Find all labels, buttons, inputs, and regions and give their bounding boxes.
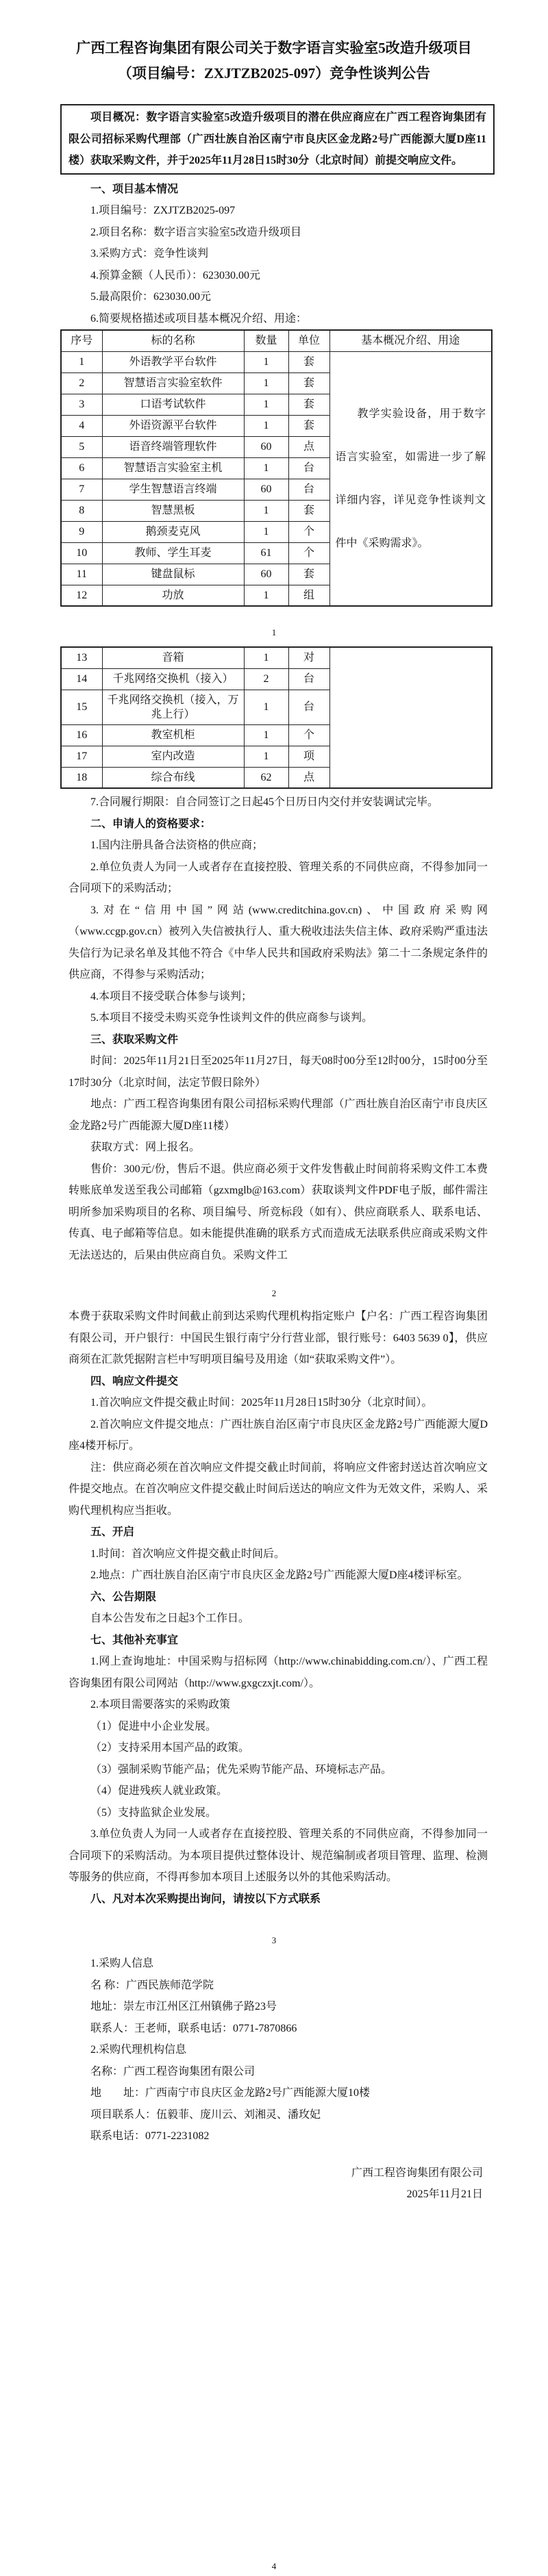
table-cell: 个 [288, 542, 329, 564]
table-cell: 60 [244, 436, 288, 457]
table-cell: 1 [244, 351, 288, 372]
table-cell: 13 [61, 647, 102, 668]
table-cell: 1 [61, 351, 102, 372]
paragraph: （1）促进中小企业发展。 [90, 1720, 217, 1732]
section-3-heading: 三、获取采购文件 [90, 1033, 179, 1046]
table-cell: 组 [288, 585, 329, 606]
page-number-1: 1 [271, 627, 277, 637]
table-cell: 3 [61, 394, 102, 415]
table-row [61, 351, 492, 372]
table-cell: 套 [288, 564, 329, 585]
table-note-cell-empty [329, 647, 492, 788]
table-cell: 1 [244, 690, 288, 724]
table-cell: 18 [61, 767, 102, 788]
table-header-cell: 数量 [244, 330, 288, 351]
table-cell: 14 [61, 668, 102, 690]
table-cell: 智慧语言实验室主机 [102, 457, 244, 479]
page-number-2: 2 [271, 1288, 277, 1298]
table-cell: 台 [288, 479, 329, 500]
table-cell: 1 [244, 415, 288, 436]
section-2-heading: 二、申请人的资格要求： [90, 818, 212, 830]
table-cell: 15 [61, 690, 102, 724]
table-cell: 音箱 [102, 647, 244, 668]
document-title-line-2: （项目编号：ZXJTZB2025-097）竞争性谈判公告 [117, 65, 431, 81]
paragraph: 1.时间：首次响应文件提交截止时间后。 [90, 1548, 286, 1560]
section-4-heading: 四、响应文件提交 [90, 1375, 179, 1387]
table-cell: 1 [244, 521, 288, 542]
table-cell: 千兆网络交换机（接入，万兆上行） [102, 690, 244, 724]
page-number-4: 4 [271, 2560, 277, 2571]
section-1-items [0, 200, 548, 329]
page-number-3: 3 [271, 1935, 277, 1945]
paragraph: （5）支持监狱企业发展。 [90, 1806, 217, 1819]
table-cell: 12 [61, 585, 102, 606]
paragraph: 自本公告发布之日起3个工作日。 [90, 1613, 250, 1624]
table-cell: 点 [288, 436, 329, 457]
table-cell: 鹅颈麦克风 [102, 521, 244, 542]
table-cell: 台 [288, 690, 329, 724]
paragraph: 2.采购代理机构信息 [90, 2044, 187, 2056]
table-cell: 功放 [102, 585, 244, 606]
contract-term-paragraph: 7.合同履行期限：自合同签订之日起45个日历日内交付并安装调试完毕。 [90, 796, 439, 808]
paragraph: （2）支持采用本国产品的政策。 [90, 1742, 250, 1754]
table-cell: 套 [288, 394, 329, 415]
section-4-paras [0, 1392, 548, 1521]
paragraph: 名称：广西工程咨询集团有限公司 [90, 2065, 256, 2078]
project-overview-box [60, 104, 495, 175]
paragraph: 联系人：王老师，联系电话：0771-7870866 [90, 2022, 297, 2034]
table-header-cell: 标的名称 [102, 330, 244, 351]
table-cell: 1 [244, 394, 288, 415]
section-3-paras [0, 1050, 548, 1266]
table-row [61, 647, 492, 668]
agency-info [0, 2039, 548, 2147]
table-cell: 综合布线 [102, 767, 244, 788]
section-8-heading: 八、凡对本次采购提出询问，请按以下方式联系 [90, 1893, 321, 1905]
table-header-cell: 单位 [288, 330, 329, 351]
table-cell: 台 [288, 457, 329, 479]
table-cell: 教室机柜 [102, 724, 244, 746]
table-cell: 2 [244, 668, 288, 690]
paragraph: 5.最高限价：623030.00元 [90, 291, 212, 303]
section-7-paras [0, 1651, 548, 1889]
table-cell: 1 [244, 372, 288, 394]
table-cell: 项 [288, 746, 329, 767]
table-cell: 60 [244, 479, 288, 500]
items-table-page2 [60, 646, 493, 789]
table-cell: 10 [61, 542, 102, 564]
section-5-heading: 五、开启 [90, 1526, 135, 1538]
table-cell: 7 [61, 479, 102, 500]
signature-company: 广西工程咨询集团有限公司 [351, 2167, 483, 2179]
paragraph: 项目联系人：伍毅菲、庞川云、刘湘灵、潘玫妃 [90, 2108, 321, 2121]
paragraph: （3）强制采购节能产品；优先采购节能产品、环境标志产品。 [90, 1763, 393, 1776]
table-cell: 口语考试软件 [102, 394, 244, 415]
paragraph: 地点：广西工程咨询集团有限公司招标采购代理部（广西壮族自治区南宁市良庆区金龙路2号广西能源大厦D座11楼） [68, 1098, 488, 1132]
table-cell: 智慧语言实验室软件 [102, 372, 244, 394]
table-cell: 点 [288, 767, 329, 788]
buyer-info [0, 1953, 548, 2039]
table-cell: 对 [288, 647, 329, 668]
table-header-cell: 序号 [61, 330, 102, 351]
paragraph: 1.项目编号：ZXJTZB2025-097 [90, 205, 236, 216]
table-cell: 6 [61, 457, 102, 479]
document-title-line-1: 广西工程咨询集团有限公司关于数字语言实验室5改造升级项目 [76, 40, 472, 56]
table-cell: 5 [61, 436, 102, 457]
table-cell: 1 [244, 457, 288, 479]
paragraph: 2.项目名称：数字语言实验室5改造升级项目 [90, 226, 302, 238]
section-5-paras [0, 1543, 548, 1587]
paragraph: 注：供应商必须在首次响应文件提交截止时间前，将响应文件密封送达首次响应文件提交地点。在首次响应文件提交截止时间后送达的响应文件为无效文件，采购人、采购代理机构应当拒收。 [68, 1461, 488, 1517]
table-cell: 语音终端管理软件 [102, 436, 244, 457]
section-6-heading: 六、公告期限 [90, 1591, 157, 1603]
paragraph: 获取方式：网上报名。 [90, 1141, 201, 1153]
table-cell: 1 [244, 746, 288, 767]
paragraph: 2.地点：广西壮族自治区南宁市良庆区金龙路2号广西能源大厦D座4楼评标室。 [90, 1569, 469, 1581]
table-cell: 1 [244, 500, 288, 521]
paragraph: 名 称：广西民族师范学院 [90, 1979, 214, 1991]
paragraph: 联系电话：0771-2231082 [90, 2130, 210, 2142]
table-cell: 套 [288, 372, 329, 394]
table-cell: 1 [244, 647, 288, 668]
table-cell: 8 [61, 500, 102, 521]
table-cell: 2 [61, 372, 102, 394]
signature-block [68, 2162, 483, 2206]
section-7-heading: 七、其他补充事宜 [90, 1634, 179, 1646]
table-cell: 16 [61, 724, 102, 746]
paragraph: 4.本项目不接受联合体参与谈判； [90, 990, 253, 1002]
table-cell: 11 [61, 564, 102, 585]
paragraph: 1.首次响应文件提交截止时间：2025年11月28日15时30分（北京时间）。 [90, 1397, 433, 1409]
paragraph: 1.网上查询地址：中国采购与招标网（http://www.chinabidding.com.cn/）、广西工程咨询集团有限公司网站（http://www.gxgczxjt.com/）。 [68, 1656, 488, 1689]
table-cell: 学生智慧语言终端 [102, 479, 244, 500]
paragraph: 时间：2025年11月21日至2025年11月27日，每天08时00分至12时00分，15时00分至17时30分（北京时间，法定节假日除外） [68, 1055, 488, 1089]
paragraph: （4）促进残疾人就业政策。 [90, 1785, 228, 1797]
bank-account-paragraph: 本费于获取采购文件时间截止前到达采购代理机构指定账户【户名：广西工程咨询集团有限公司，开户银行：中国民生银行南宁分行营业部，银行账号：6403 5639 0】，供应商须在汇款凭据附言栏中写明项目编号及用途（如“获取采购文件”）。 [68, 1311, 488, 1365]
paragraph: 2.本项目需要落实的采购政策 [90, 1699, 231, 1710]
paragraph: 2.单位负责人为同一人或者存在直接控股、管理关系的不同供应商，不得参加同一合同项下的采购活动； [68, 861, 488, 894]
table-note-cell: 教学实验设备，用于数字语言实验室，如需进一步了解详细内容，详见竞争性谈判文件中《采购需求》。 [329, 351, 492, 606]
paragraph: 3.单位负责人为同一人或者存在直接控股、管理关系的不同供应商，不得参加同一合同项下的采购活动。为本项目提供过整体设计、规范编制或者项目管理、监理、检测等服务的供应商，不得再参加本项目上述服务以外的其他采购活动。 [68, 1828, 488, 1883]
items-table-page1 [60, 329, 493, 607]
table-cell: 62 [244, 767, 288, 788]
table-cell: 外语教学平台软件 [102, 351, 244, 372]
table-cell: 60 [244, 564, 288, 585]
section-2-items [0, 835, 548, 1029]
table-cell: 教师、学生耳麦 [102, 542, 244, 564]
project-overview-text: 项目概况：数字语言实验室5改造升级项目的潜在供应商应在广西工程咨询集团有限公司招标采购代理部（广西壮族自治区南宁市良庆区金龙路2号广西能源大厦D座11楼）获取采购文件，并于2025年11月28日15时30分（北京时间）前提交响应文件。 [68, 112, 486, 166]
paragraph: 1.国内注册具备合法资格的供应商； [90, 839, 264, 851]
table-cell: 个 [288, 724, 329, 746]
table-cell: 千兆网络交换机（接入） [102, 668, 244, 690]
table-cell: 键盘鼠标 [102, 564, 244, 585]
table-cell: 61 [244, 542, 288, 564]
paragraph: 地址：崇左市江州区江州镇佛子路23号 [90, 2001, 277, 2012]
table-cell: 外语资源平台软件 [102, 415, 244, 436]
table-header-row [61, 330, 492, 351]
table-cell: 套 [288, 500, 329, 521]
signature-date: 2025年11月21日 [406, 2188, 483, 2200]
table-cell: 1 [244, 585, 288, 606]
table-cell: 套 [288, 415, 329, 436]
table-header-cell: 基本概况介绍、用途 [329, 330, 492, 351]
paragraph: 售价：300元/份，售后不退。供应商必须于文件发售截止时间前将采购文件工本费转账底单发送至我公司邮箱（gzxmglb@163.com）获取谈判文件PDF电子版，邮件需注明所参加采购项目的名称、项目编号、所竞标段（如有）、供应商联系人、联系电话、传真、电子邮箱等信息。如未能提供准确的联系方式而造成无法联系供应商或采购文件无法送达的，后果由供应商自负。采购文件工 [68, 1163, 488, 1261]
section-1-heading: 一、项目基本情况 [90, 183, 179, 195]
paragraph: 3.采购方式：竞争性谈判 [90, 248, 209, 260]
paragraph: 3.对在“信用中国”网站(www.creditchina.gov.cn)、中国政府采购网（www.ccgp.gov.cn）被列入失信被执行人、重大税收违法失信主体、政府采购严重违法失信行为记录名单及其他不符合《中华人民共和国政府采购法》第二十二条规定条件的供应商，不得参与采购活动； [68, 904, 488, 981]
paragraph: 5.本项目不接受未购买竞争性谈判文件的供应商参与谈判。 [90, 1012, 373, 1024]
table-cell: 套 [288, 351, 329, 372]
table-cell: 智慧黑板 [102, 500, 244, 521]
section-6-paras [0, 1608, 548, 1630]
table-cell: 17 [61, 746, 102, 767]
table-cell: 台 [288, 668, 329, 690]
paragraph: 地 址：广西南宁市良庆区金龙路2号广西能源大厦10楼 [90, 2087, 371, 2099]
table-cell: 1 [244, 724, 288, 746]
table-cell: 9 [61, 521, 102, 542]
paragraph: 2.首次响应文件提交地点：广西壮族自治区南宁市良庆区金龙路2号广西能源大厦D座4楼开标厅。 [68, 1418, 488, 1452]
paragraph: 4.预算金额（人民币）：623030.00元 [90, 269, 261, 281]
paragraph: 1.采购人信息 [90, 1958, 154, 1969]
table-cell: 室内改造 [102, 746, 244, 767]
table-cell: 4 [61, 415, 102, 436]
paragraph: 6.简要规格描述或项目基本概况介绍、用途： [90, 312, 308, 325]
table-cell: 个 [288, 521, 329, 542]
